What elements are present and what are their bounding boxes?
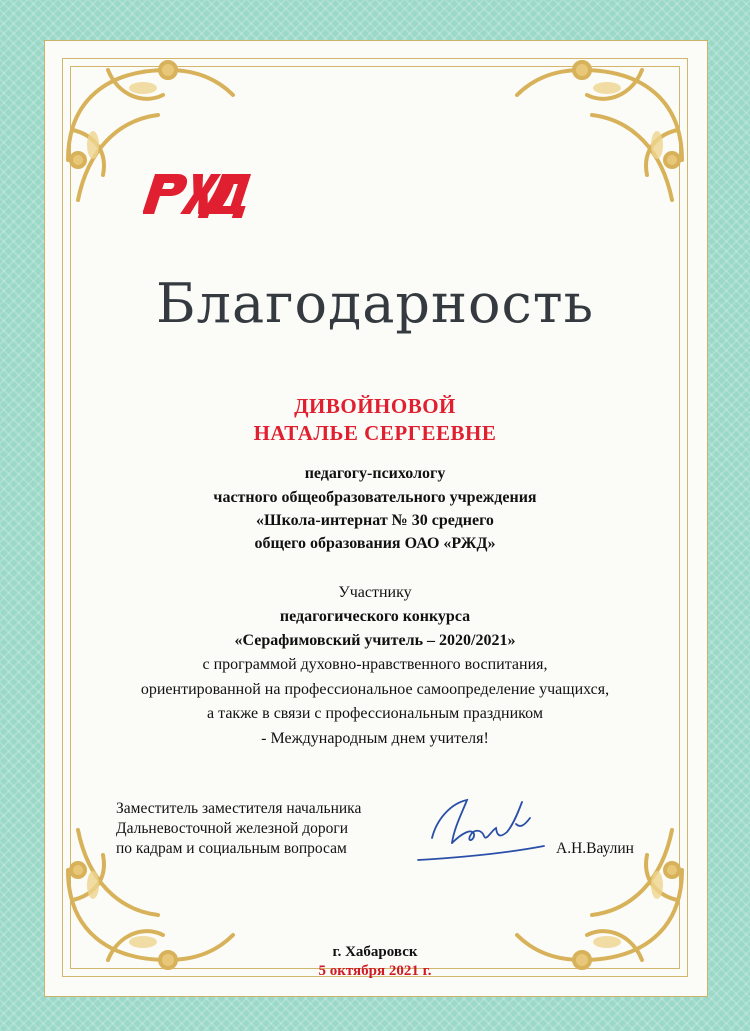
- signer-title-line: Дальневосточной железной дороги: [116, 820, 349, 837]
- recipient-given-names: НАТАЛЬЕ СЕРГЕЕВНЕ: [253, 421, 497, 445]
- signer-title-line: Заместитель заместителя начальника: [116, 800, 362, 817]
- program-line: с программой духовно-нравственного воспитания,: [202, 656, 548, 673]
- program-line: а также в связи с профессиональным праздником: [207, 705, 543, 722]
- participant-label: Участнику: [338, 584, 412, 601]
- program-line: ориентированной на профессиональное самоопределение учащихся,: [140, 681, 610, 698]
- issue-date: 5 октября 2021 г.: [318, 963, 432, 979]
- city: г. Хабаровск: [332, 944, 418, 960]
- contest-line: «Серафимовский учитель – 2020/2021»: [234, 632, 516, 649]
- certificate-title: Благодарность: [155, 272, 594, 335]
- position-line: общего образования ОАО «РЖД»: [254, 535, 496, 552]
- position-line: педагогу-психологу: [304, 465, 446, 482]
- rzd-logo: [143, 168, 251, 220]
- recipient-surname: ДИВОЙНОВОЙ: [294, 394, 456, 418]
- position-line: «Школа-интернат № 30 среднего: [256, 512, 494, 529]
- contest-line: педагогического конкурса: [279, 608, 471, 625]
- position-line: частного общеобразовательного учреждения: [213, 489, 537, 506]
- handwritten-signature: [412, 788, 552, 868]
- signer-name: А.Н.Ваулин: [556, 840, 634, 857]
- program-line: - Международным днем учителя!: [261, 730, 489, 747]
- signer-title-line: по кадрам и социальным вопросам: [116, 840, 347, 857]
